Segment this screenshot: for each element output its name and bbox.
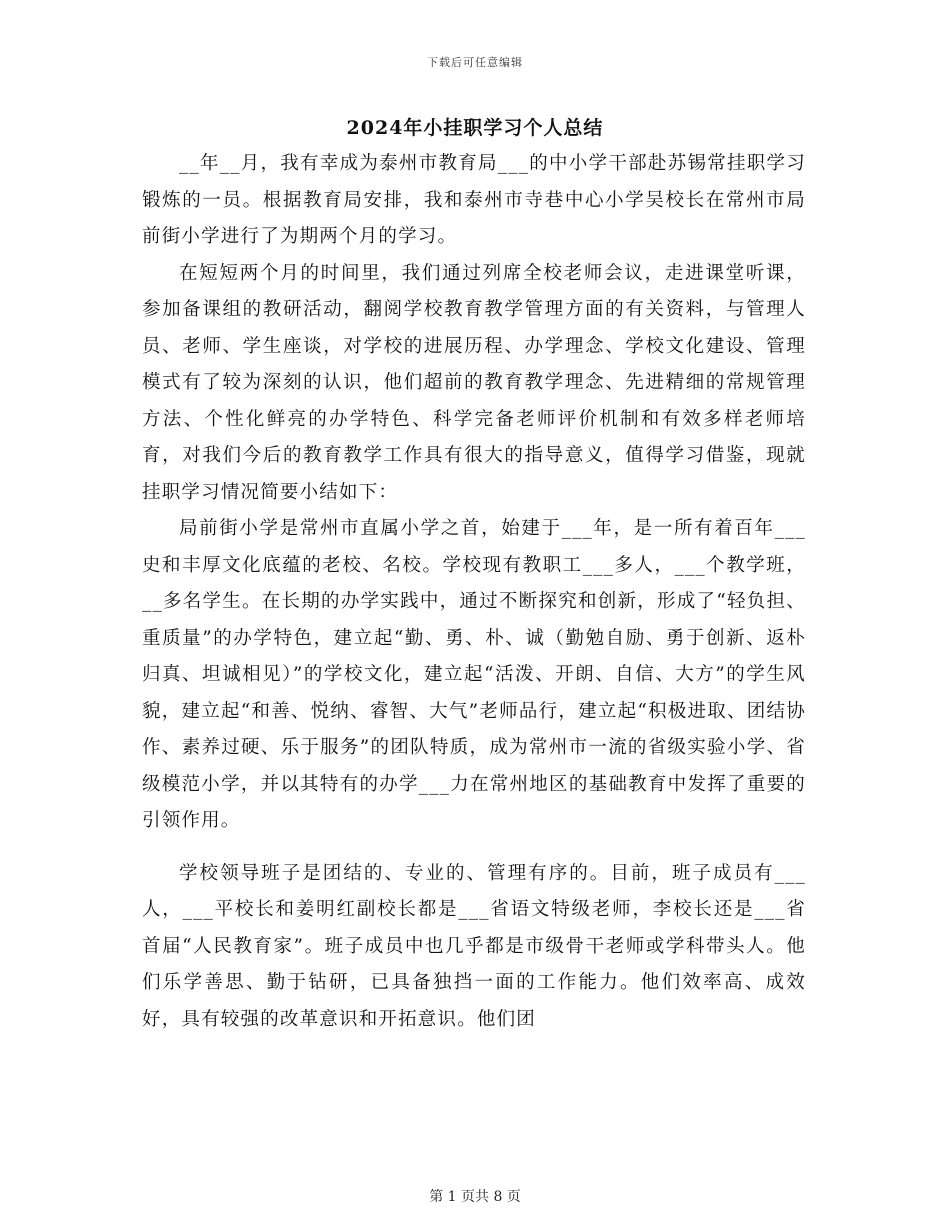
document-body [142, 146, 806, 1038]
paragraph-activities: 在短短两个月的时间里，我们通过列席全校老师会议，走进课堂听课，参加备课组的教研活动，翻阅学校教育教学管理方面的有关资料，与管理人员、老师、学生座谈，对学校的进展历程、办学理念、学校文化建设、管理模式有了较为深刻的认识，他们超前的教育教学理念、先进精细的常规管理方法、个性化鲜亮的办学特色、科学完备老师评价机制和有效多样老师培育，对我们今后的教育教学工作具有很大的指导意义，值得学习借鉴，现就挂职学习情况简要小结如下： [142, 262, 806, 503]
paragraph-leadership: 学校领导班子是团结的、专业的、管理有序的。目前，班子成员有___人，___平校长和姜明红副校长都是___省语文特级老师，李校长还是___省首届“人民教育家”。班子成员中也几乎都是市级骨干老师或学科带头人。他们乐学善思、勤于钻研，已具备独挡一面的工作能力。他们效率高、成效好，具有较强的改革意识和开拓意识。他们团 [142, 862, 806, 1030]
paragraph-intro: __年__月，我有幸成为泰州市教育局___的中小学干部赴苏锡常挂职学习锻炼的一员。根据教育局安排，我和泰州市寺巷中心小学吴校长在常州市局前街小学进行了为期两个月的学习。 [142, 153, 806, 247]
document-title: 2024年小挂职学习个人总结 [346, 117, 604, 139]
page-number-footer: 第 1 页共 8 页 [429, 1189, 521, 1205]
page-header-note: 下载后可任意编辑 [427, 56, 523, 69]
paragraph-school-profile: 局前街小学是常州市直属小学之首，始建于___年，是一所有着百年___史和丰厚文化底蕴的老校、名校。学校现有教职工___多人，___个教学班，__多名学生。在长期的办学实践中，通过不断探究和创新，形成了“轻负担、重质量”的办学特色，建立起“勤、勇、朴、诚（勤勉自励、勇于创新、返朴归真、坦诚相见）”的学校文化，建立起“活泼、开朗、自信、大方”的学生风貌，建立起“和善、悦纳、睿智、大气”老师品行，建立起“积极进取、团结协作、素养过硬、乐于服务”的团队特质，成为常州市一流的省级实验小学、省级模范小学，并以其特有的办学___力在常州地区的基础教育中发挥了重要的引领作用。 [142, 518, 806, 831]
